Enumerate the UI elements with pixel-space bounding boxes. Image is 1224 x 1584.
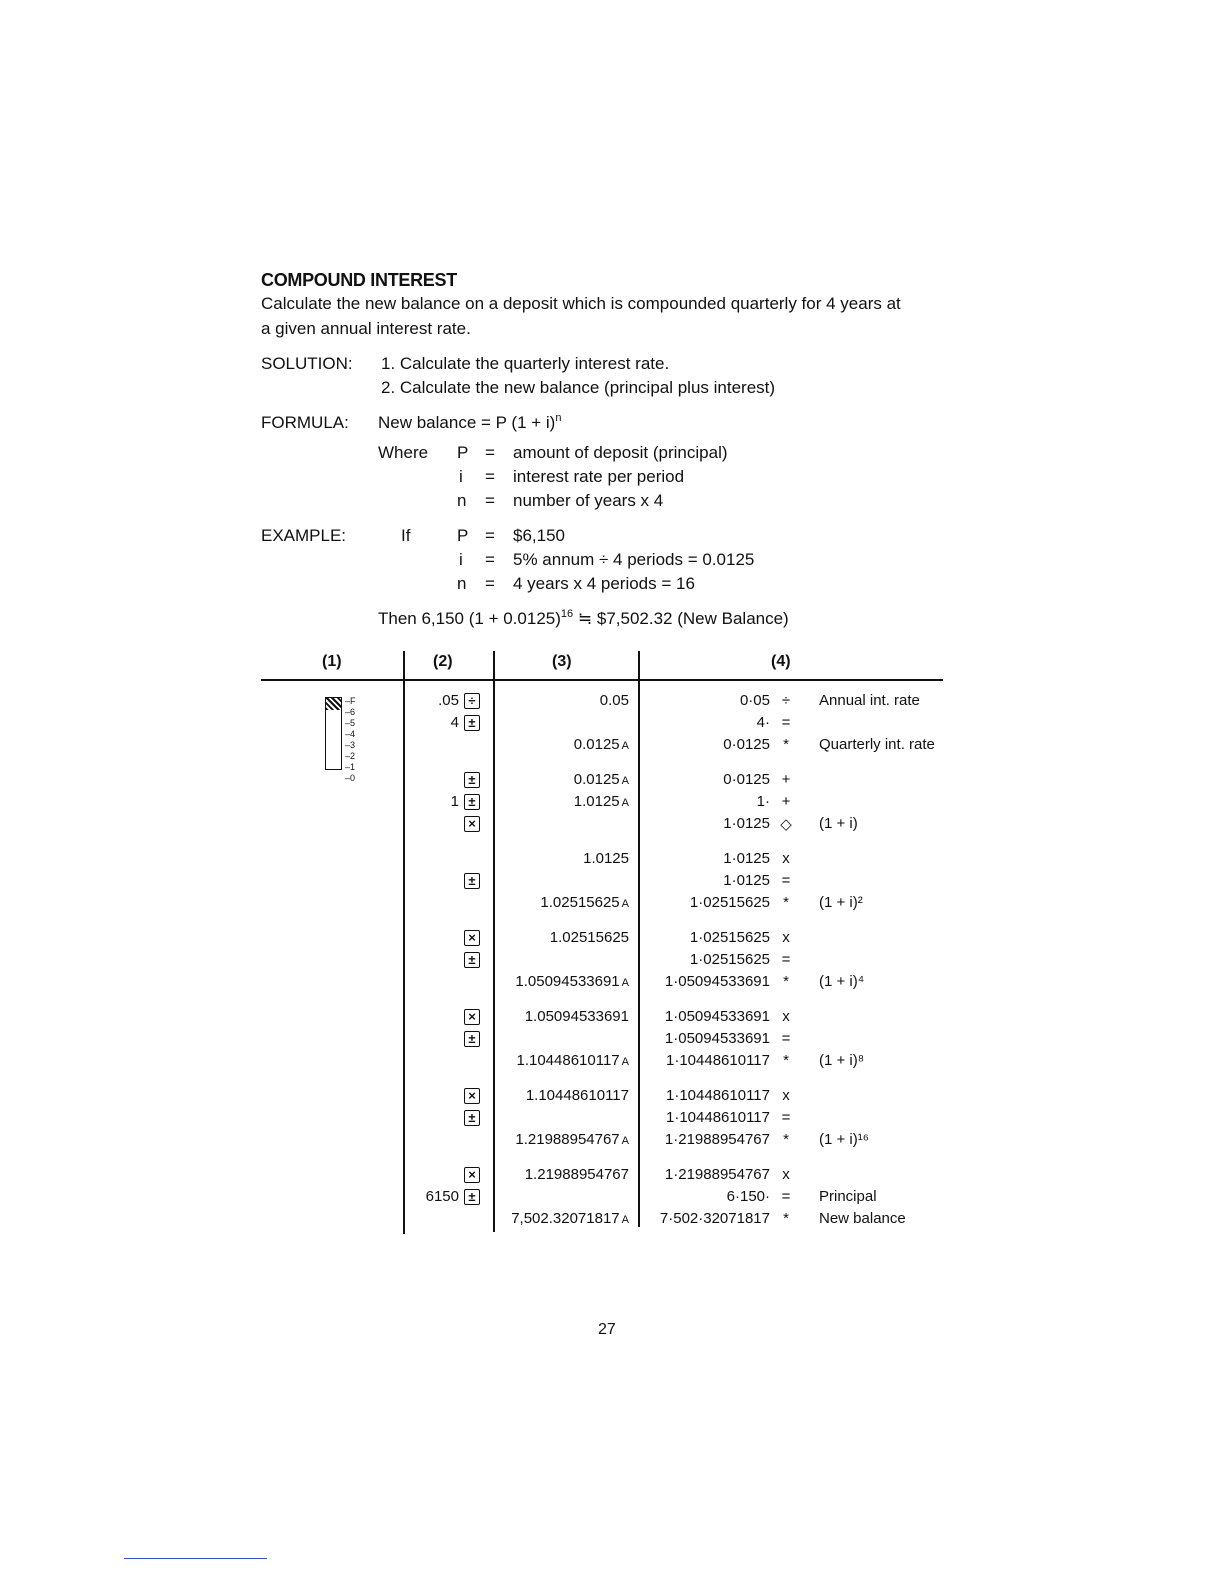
tape-operator: x (782, 850, 790, 867)
entry-value: 6150 (425, 1188, 459, 1205)
tape-value: 1·05094533691 (664, 973, 770, 990)
tape-operator: x (782, 1008, 790, 1025)
dial-mark: –F (345, 696, 356, 706)
plus-equals-key-icon: ± (464, 715, 480, 731)
multiply-key-icon: × (464, 1088, 480, 1104)
formula-def-text: number of years x 4 (513, 491, 664, 510)
formula-def-eq: = (485, 443, 495, 462)
dial-mark: –0 (345, 773, 356, 783)
formula-expr-text: New balance = P (1 + i) (378, 413, 556, 432)
example-result (378, 609, 789, 629)
formula-label: FORMULA: (261, 413, 349, 432)
tape-value: 0·05 (739, 692, 770, 709)
display-number: 0.0125 (573, 736, 620, 753)
formula-def-eq: = (485, 467, 495, 486)
accumulate-indicator: A (621, 1135, 629, 1147)
tape-value: 1·0125 (723, 815, 770, 832)
example-def-sym: P (457, 526, 469, 545)
row-note: (1 + i)⁸ (819, 1052, 865, 1069)
accumulate-indicator: A (621, 775, 629, 787)
plus-equals-key-icon: ± (464, 952, 480, 968)
row-note: Principal (819, 1188, 877, 1205)
approx-icon: ≒ (577, 609, 593, 628)
plus-equals-key-icon: ± (464, 1110, 480, 1126)
multiply-key-icon: × (464, 816, 480, 832)
display-number: 1.0125 (573, 793, 620, 810)
page-title: COMPOUND INTEREST (261, 270, 457, 290)
dial-mark: –4 (345, 729, 356, 739)
entry-value: 4 (450, 714, 459, 731)
formula-def-text: amount of deposit (principal) (513, 443, 728, 462)
example-def-eq: = (485, 550, 495, 569)
display-number: 1.05094533691 (524, 1008, 629, 1025)
example-def-text: $6,150 (513, 526, 565, 545)
example-result-exponent: 16 (560, 608, 574, 620)
display-value (574, 771, 629, 788)
plus-equals-key-icon: ± (464, 1189, 480, 1205)
column-divider (493, 651, 495, 1232)
tape-operator: = (781, 951, 791, 968)
display-value (550, 929, 629, 946)
tape-value: 1·05094533691 (664, 1030, 770, 1047)
formula-def-sym: n (457, 491, 467, 510)
example-def-sym: i (459, 550, 463, 569)
plus-equals-key-icon: ± (464, 794, 480, 810)
footer-rule (124, 1558, 267, 1559)
display-number: 0.05 (599, 692, 629, 709)
example-def-sym: n (457, 574, 467, 593)
row-note: Quarterly int. rate (819, 736, 935, 753)
example-def-text: 5% annum ÷ 4 periods = 0.0125 (513, 550, 755, 569)
tape-operator: = (781, 1109, 791, 1126)
tape-operator: * (783, 1052, 789, 1069)
formula-def-sym: P (457, 443, 469, 462)
decimal-dial-icon (325, 697, 342, 770)
display-value (516, 1052, 629, 1069)
display-number: 1.02515625 (540, 894, 620, 911)
dial-hatch (326, 698, 341, 710)
intro-line-1: Calculate the new balance on a deposit which is compounded quarterly for 4 years at (261, 294, 901, 313)
row-note: (1 + i)⁴ (819, 973, 865, 990)
accumulate-indicator: A (621, 977, 629, 989)
tape-value: 1·0125 (723, 872, 770, 889)
row-note: (1 + i)¹⁶ (819, 1131, 869, 1148)
dial-mark: –6 (345, 707, 356, 717)
display-value (525, 1008, 629, 1025)
display-number: 1.02515625 (549, 929, 629, 946)
tape-value: 1·02515625 (689, 951, 770, 968)
page-number: 27 (598, 1321, 616, 1338)
tape-operator: = (781, 1188, 791, 1205)
plus-equals-key-icon: ± (464, 772, 480, 788)
tape-value: 1·0125 (723, 850, 770, 867)
display-number: 1.21988954767 (515, 1131, 620, 1148)
column-header-1: (1) (322, 653, 342, 670)
tape-operator: x (782, 1166, 790, 1183)
tape-value: 1·05094533691 (664, 1008, 770, 1025)
formula-exponent: n (555, 412, 562, 424)
tape-value: 1·02515625 (689, 894, 770, 911)
row-note: (1 + i) (819, 815, 858, 832)
display-number: 7,502.32071817 (511, 1210, 620, 1227)
tape-value: 1·02515625 (689, 929, 770, 946)
display-value (574, 736, 629, 753)
tape-value: 1·21988954767 (664, 1131, 770, 1148)
plus-equals-key-icon: ± (464, 1031, 480, 1047)
row-note: (1 + i)² (819, 894, 863, 911)
column-divider (403, 651, 405, 1234)
display-value (515, 973, 629, 990)
display-value (515, 1131, 629, 1148)
example-def-eq: = (485, 526, 495, 545)
display-number: 1.10448610117 (525, 1087, 629, 1104)
tape-operator: * (783, 894, 789, 911)
plus-equals-key-icon: ± (464, 873, 480, 889)
tape-operator: + (781, 771, 791, 788)
column-header-3: (3) (552, 653, 572, 670)
tape-operator: = (781, 714, 791, 731)
solution-step-2: 2. Calculate the new balance (principal plus interest) (381, 378, 776, 397)
display-value (540, 894, 629, 911)
formula-def-text: interest rate per period (513, 467, 685, 486)
tape-value: 1·10448610117 (666, 1087, 770, 1104)
row-note: New balance (819, 1210, 906, 1227)
formula-def-sym: i (459, 467, 463, 486)
display-number: 1.21988954767 (524, 1166, 629, 1183)
formula-where: Where (378, 443, 429, 462)
example-def-eq: = (485, 574, 495, 593)
tape-value: 7·502·32071817 (659, 1210, 770, 1227)
dial-mark: –5 (345, 718, 356, 728)
divide-key-icon: ÷ (464, 693, 480, 709)
tape-operator: * (783, 736, 789, 753)
accumulate-indicator: A (621, 740, 629, 752)
multiply-key-icon: × (464, 1167, 480, 1183)
entry-value: .05 (438, 692, 459, 709)
tape-operator: ◇ (780, 816, 792, 833)
example-result-b: $7,502.32 (New Balance) (596, 609, 789, 628)
accumulate-indicator: A (621, 1056, 629, 1068)
formula-def-eq: = (485, 491, 495, 510)
tape-value: 1· (756, 793, 770, 810)
tape-operator: x (782, 929, 790, 946)
display-value (583, 850, 629, 867)
example-result-a: Then 6,150 (1 + 0.0125) (378, 609, 561, 628)
tape-operator: = (781, 1030, 791, 1047)
tape-operator: x (782, 1087, 790, 1104)
dial-mark: –1 (345, 762, 356, 772)
display-value (574, 793, 629, 810)
tape-value: 1·10448610117 (666, 1052, 770, 1069)
tape-operator: = (781, 872, 791, 889)
dial-mark: –2 (345, 751, 356, 761)
display-number: 1.10448610117 (516, 1052, 620, 1069)
example-def-text: 4 years x 4 periods = 16 (513, 574, 695, 593)
tape-operator: ÷ (781, 692, 791, 709)
multiply-key-icon: × (464, 930, 480, 946)
column-divider (638, 651, 640, 1227)
display-value (526, 1087, 629, 1104)
tape-value: 1·21988954767 (664, 1166, 770, 1183)
tape-value: 1·10448610117 (666, 1109, 770, 1126)
display-number: 1.05094533691 (515, 973, 620, 990)
entry-value: 1 (450, 793, 459, 810)
tape-operator: * (783, 1210, 789, 1227)
accumulate-indicator: A (621, 797, 629, 809)
tape-operator: + (781, 793, 791, 810)
solution-label: SOLUTION: (261, 354, 353, 373)
display-value (511, 1210, 629, 1227)
display-value (525, 1166, 629, 1183)
display-number: 0.0125 (573, 771, 620, 788)
tape-operator: * (783, 973, 789, 990)
display-value (600, 692, 629, 709)
accumulate-indicator: A (621, 898, 629, 910)
formula-expression (378, 413, 561, 433)
row-note: Annual int. rate (819, 692, 920, 709)
multiply-key-icon: × (464, 1009, 480, 1025)
accumulate-indicator: A (621, 1214, 629, 1226)
tape-value: 6·150· (726, 1188, 770, 1205)
intro-line-2: a given annual interest rate. (261, 319, 471, 338)
column-header-2: (2) (433, 653, 453, 670)
example-label: EXAMPLE: (261, 526, 347, 545)
dial-mark: –3 (345, 740, 356, 750)
table-header-rule (261, 679, 943, 681)
column-header-4: (4) (771, 653, 791, 670)
solution-step-1: 1. Calculate the quarterly interest rate. (381, 354, 670, 373)
display-number: 1.0125 (583, 850, 629, 867)
tape-value: 0·0125 (723, 771, 770, 788)
tape-value: 4· (756, 714, 770, 731)
example-if: If (401, 526, 411, 545)
tape-value: 0·0125 (723, 736, 770, 753)
tape-operator: * (783, 1131, 789, 1148)
